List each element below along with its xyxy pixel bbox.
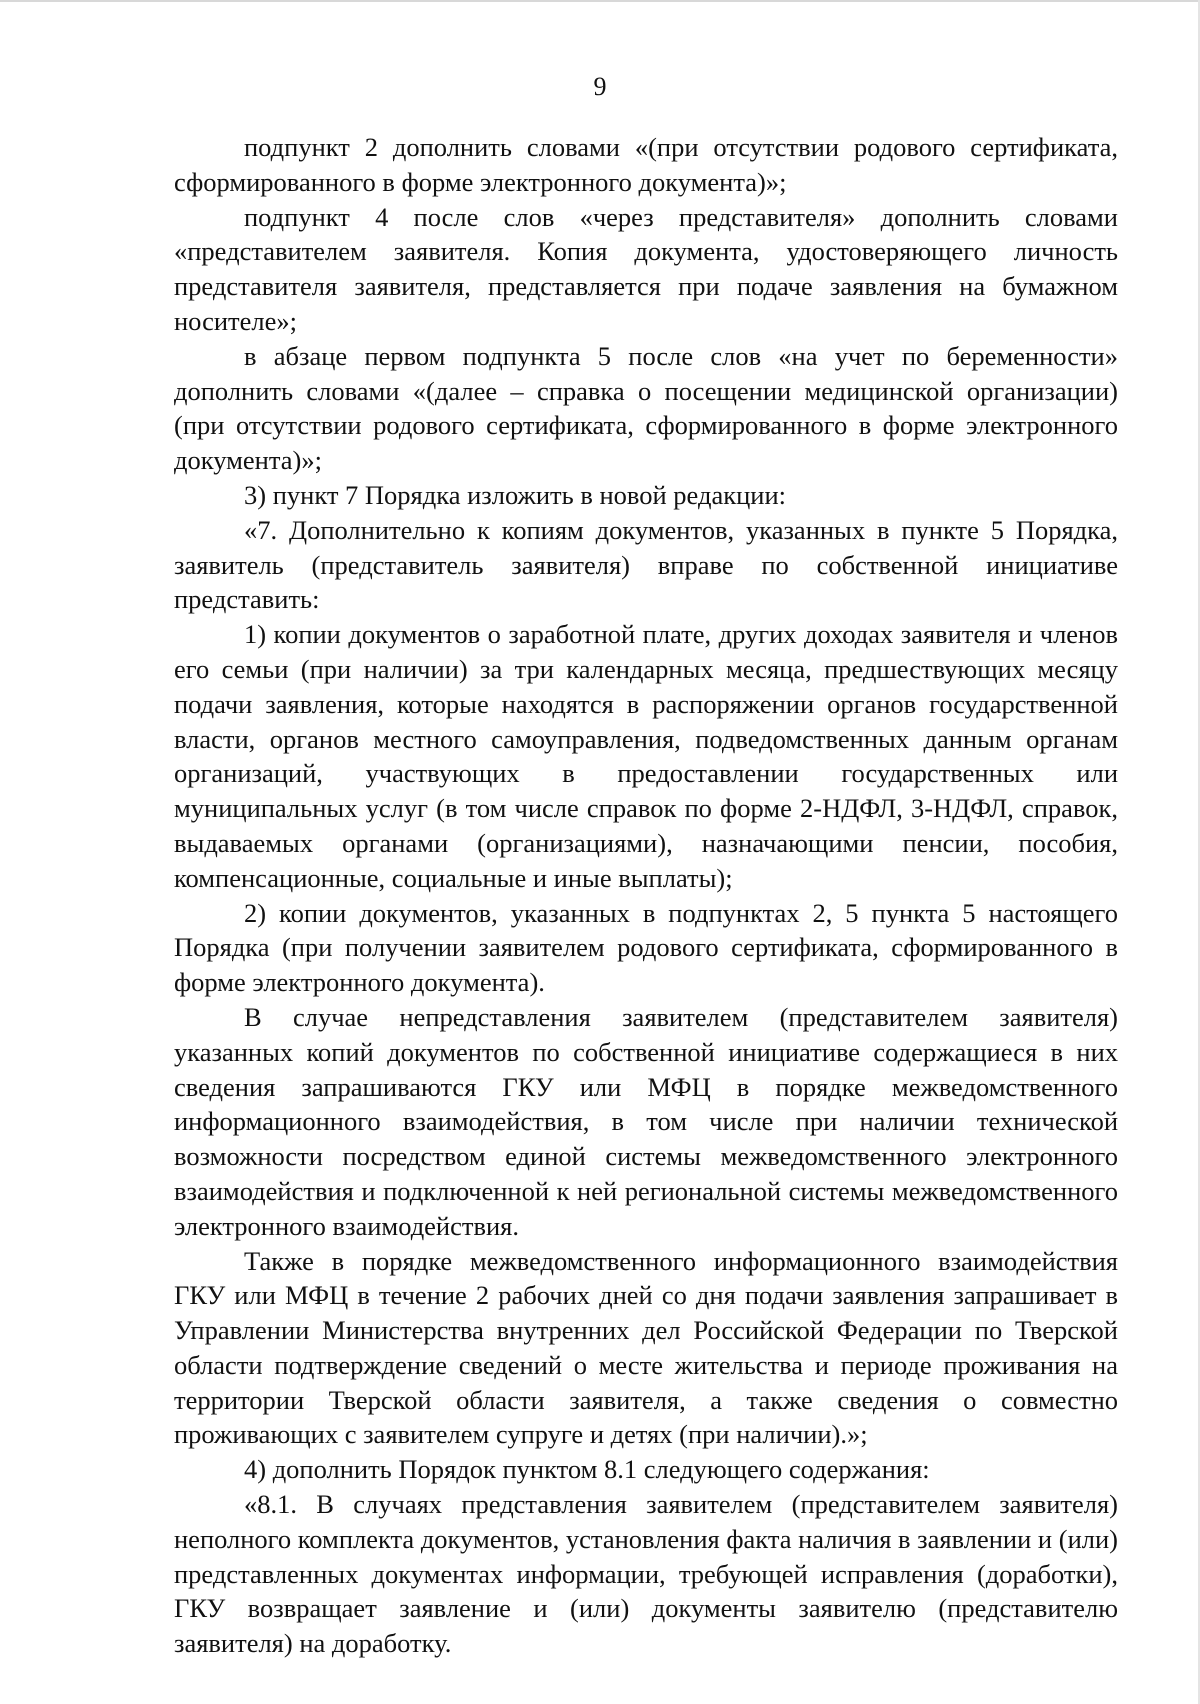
paragraph-subpoint-2: подпункт 2 дополнить словами «(при отсутствии родового сертификата, сформированного в форме электронного документа)»; (174, 132, 1118, 197)
paragraph-clause-7-item-1: 1) копии документов о заработной плате, других доходах заявителя и членов его семьи (при наличии) за три календарных месяца, предшествующих месяцу подачи заявления, которые находятся в распоряжении органов государственной власти, органов местного самоуправления, подведомственных данным органам организаций, участвующих в предоставлении государственных или муниципальных услуг (в том числе справок по форме 2-НДФЛ, 3-НДФЛ, справок, выдаваемых органами (организациями), назначающими пенсии, пособия, компенсационные, социальные и иные выплаты); (174, 619, 1118, 893)
paragraph-item-3: 3) пункт 7 Порядка изложить в новой редакции: (244, 479, 786, 510)
paragraph-subpoint-5: в абзаце первом подпункта 5 после слов «на учет по беременности» дополнить словами «(далее – справка о посещении медицинской организации) (при отсутствии родового сертификата, сформированного в форме электронного документа)»; (174, 340, 1118, 476)
paragraph-non-submission: В случае непредставления заявителем (представителем заявителя) указанных копий документов по собственной инициативе содержащиеся в них сведения запрашиваются ГКУ или МФЦ в порядке межведомственного информационного взаимодействия, в том числе при наличии технической возможности посредством единой системы межведомственного электронного взаимодействия и подключенной к ней региональной системы межведомственного электронного взаимодействия. (174, 1001, 1118, 1241)
paragraph-interagency-request: Также в порядке межведомственного информационного взаимодействия ГКУ или МФЦ в течение 2 рабочих дней со дня подачи заявления запрашивает в Управлении Министерства внутренних дел Российской Федерации по Тверской области подтверждение сведений о месте жительства и периоде проживания на территории Тверской области заявителя, а также сведения о совместно проживающих с заявителем супруге и детях (при наличии).»; (174, 1245, 1118, 1450)
paragraph-item-4: 4) дополнить Порядок пунктом 8.1 следующего содержания: (244, 1454, 930, 1485)
paragraph-clause-7-item-2: 2) копии документов, указанных в подпунктах 2, 5 пункта 5 настоящего Порядка (при получении заявителем родового сертификата, сформированного в форме электронного документа). (174, 897, 1118, 998)
document-body (174, 130, 1118, 1661)
paragraph-subpoint-4: подпункт 4 после слов «через представителя» дополнить словами «представителем заявителя. Копия документа, удостоверяющего личность представителя заявителя, представляется при подаче заявления на бумажном носителе»; (174, 201, 1118, 336)
paragraph-clause-7: «7. Дополнительно к копиям документов, указанных в пункте 5 Порядка, заявитель (представитель заявителя) вправе по собственной инициативе представить: (174, 514, 1118, 615)
scan-edge-top (0, 0, 1200, 2)
page-number: 9 (593, 72, 607, 101)
paragraph-clause-8-1: «8.1. В случаях представления заявителем (представителем заявителя) неполного комплекта документов, установления факта наличия в заявлении и (или) представленных документах информации, требующей исправления (доработки), ГКУ возвращает заявление и (или) документы заявителю (представителю заявителя) на доработку. (174, 1489, 1118, 1659)
